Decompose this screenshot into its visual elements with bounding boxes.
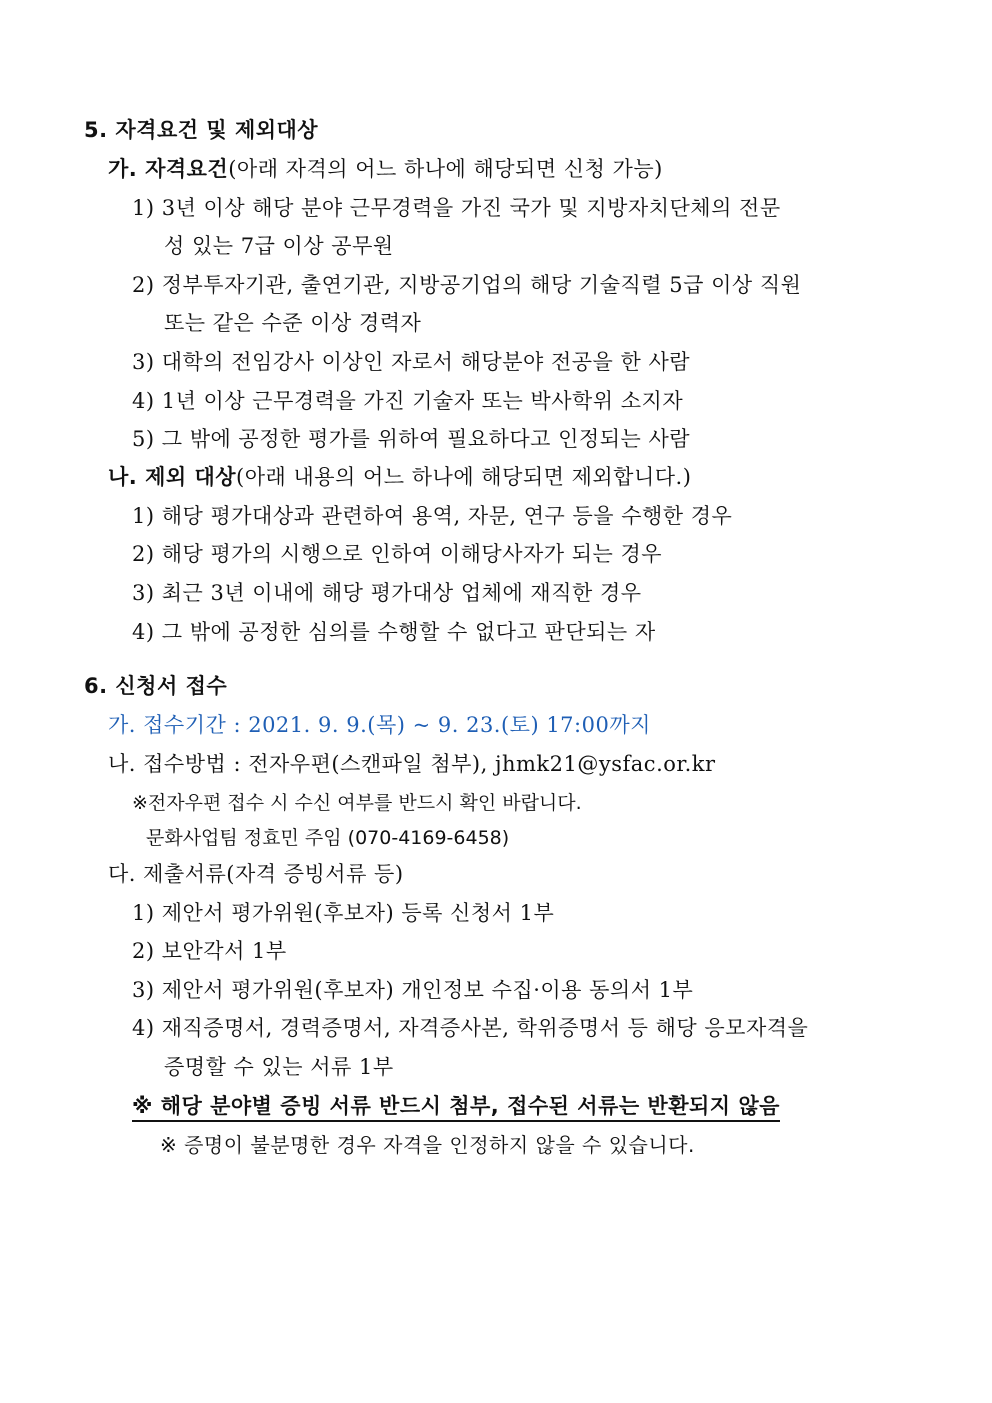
- qualification-item-1: 1) 3년 이상 해당 분야 근무경력을 가진 국가 및 지방자치단체의 전문: [132, 196, 781, 220]
- submission-period: 가. 접수기간 : 2021. 9. 9.(목) ~ 9. 23.(토) 17:00까지: [108, 713, 651, 737]
- section-6-heading: 6. 신청서 접수: [84, 674, 228, 698]
- evidence-warning-text: ※ 해당 분야별 증빙 서류 반드시 첨부, 접수된 서류는 반환되지 않음: [132, 1094, 780, 1122]
- exclusion-label: 나. 제외 대상: [108, 465, 237, 489]
- qualification-item-2-cont: 또는 같은 수준 이상 경력자: [164, 311, 422, 335]
- exclusion-item-3: 3) 최근 3년 이내에 해당 평가대상 업체에 재직한 경우: [132, 581, 642, 605]
- exclusion-note: (아래 내용의 어느 하나에 해당되면 제외합니다.): [236, 465, 692, 489]
- exclusion-subheading: [108, 464, 691, 490]
- document-item-2: 2) 보안각서 1부: [132, 939, 287, 963]
- contact-person: 문화사업팀 정효민 주임 (070-4169-6458): [146, 827, 510, 849]
- certification-notice: ※ 증명이 불분명한 경우 자격을 인정하지 않을 수 있습니다.: [160, 1133, 695, 1157]
- document-item-4: 4) 재직증명서, 경력증명서, 자격증사본, 학위증명서 등 해당 응모자격을: [132, 1016, 809, 1040]
- qualification-item-4: 4) 1년 이상 근무경력을 가진 기술자 또는 박사학위 소지자: [132, 389, 684, 413]
- document-item-1: 1) 제안서 평가위원(후보자) 등록 신청서 1부: [132, 901, 555, 925]
- exclusion-item-4: 4) 그 밖에 공정한 심의를 수행할 수 없다고 판단되는 자: [132, 620, 656, 644]
- qualification-note: (아래 자격의 어느 하나에 해당되면 신청 가능): [228, 157, 663, 181]
- qualification-item-1-cont: 성 있는 7급 이상 공무원: [164, 234, 394, 258]
- qualification-item-5: 5) 그 밖에 공정한 평가를 위하여 필요하다고 인정되는 사람: [132, 427, 691, 451]
- documents-subheading: 다. 제출서류(자격 증빙서류 등): [108, 862, 404, 886]
- document-item-4-cont: 증명할 수 있는 서류 1부: [164, 1055, 394, 1079]
- exclusion-item-1: 1) 해당 평가대상과 관련하여 용역, 자문, 연구 등을 수행한 경우: [132, 504, 733, 528]
- exclusion-item-2: 2) 해당 평가의 시행으로 인하여 이해당사자가 되는 경우: [132, 542, 663, 566]
- qualification-item-2: 2) 정부투자기관, 출연기관, 지방공기업의 해당 기술직렬 5급 이상 직원: [132, 273, 802, 297]
- qualification-subheading: [108, 156, 663, 182]
- qualification-item-3: 3) 대학의 전임강사 이상인 자로서 해당분야 전공을 한 사람: [132, 350, 691, 374]
- section-5-heading: 5. 자격요건 및 제외대상: [84, 118, 319, 142]
- submission-method: 나. 접수방법 : 전자우편(스캔파일 첨부), jhmk21@ysfac.or.kr: [108, 752, 716, 776]
- document-item-3: 3) 제안서 평가위원(후보자) 개인정보 수집·이용 동의서 1부: [132, 978, 694, 1002]
- qualification-label: 가. 자격요건: [108, 157, 229, 181]
- email-confirm-notice: ※전자우편 접수 시 수신 여부를 반드시 확인 바랍니다.: [132, 792, 582, 814]
- evidence-warning: [132, 1093, 780, 1119]
